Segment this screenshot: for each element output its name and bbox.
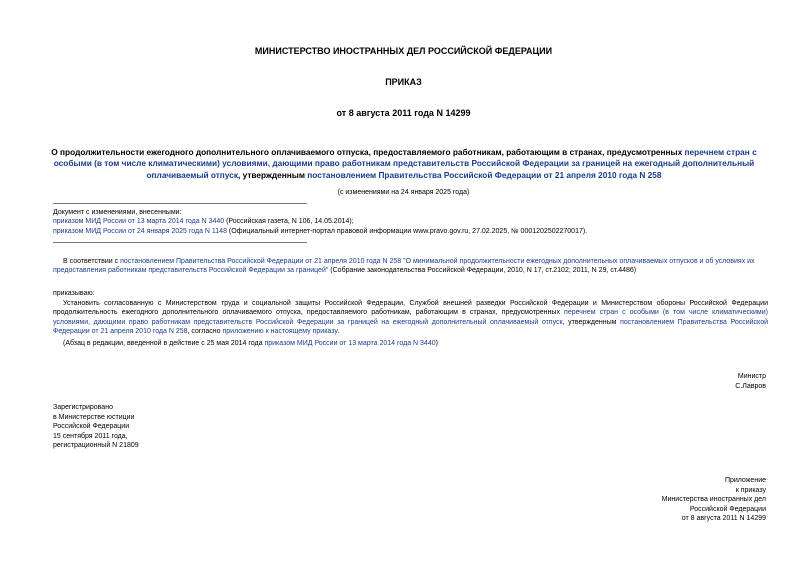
changes-block <box>53 208 753 236</box>
change-order-1148-link[interactable]: приказом МИД России от 24 января 2025 года N 1148 <box>53 227 227 235</box>
title-decree-link[interactable]: постановлением Правительства Российской Федерации от 21 апреля 2010 года N 258 <box>307 169 662 180</box>
registration-block: Зарегистрировано в Министерстве юстиции Российской Федерации 15 сентября 2011 года, регистрационный N 21809 <box>53 404 139 450</box>
revision-note: (с изменениями на 24 января 2025 года) <box>337 189 470 196</box>
signatory-position: Министр <box>737 373 766 380</box>
changes-label: Документ с изменениями, внесенными: <box>53 209 182 216</box>
prikazyvayu-label: приказываю: <box>53 290 95 297</box>
change-order-3440-link[interactable]: приказом МИД России от 13 марта 2014 года N 3440 <box>53 218 225 226</box>
signature-block <box>735 372 766 391</box>
title-text: , утвержденным <box>238 169 308 180</box>
preamble-decree-link[interactable]: постановлением Правительства Российской Федерации от 21 апреля 2010 года N 258 "О минимальной продолжительности ежегодных дополнительных оплачиваемых отпусков и об условиях их предоставления работникам представительств Российской Федерации за границей" <box>53 258 755 275</box>
title-text: О продолжительности ежегодного дополнительного оплачиваемого отпуска, предоставляемого работникам, работающим в странах, предусмотренных <box>51 147 685 157</box>
appendix-header: Приложение к приказу Министерства иностранных дел Российской Федерации от 8 августа 2011 N 14299 <box>661 477 766 523</box>
divider-top <box>53 203 307 204</box>
preamble-paragraph: В соответствии с постановлением Правительства Российской Федерации от 21 апреля 2010 года N 258 "О минимальной продолжительности ежегодных дополнительных оплачиваемых отпусков и об условиях их предоставления работникам представительств Российской Федерации за границей" (Собрание законодательства Российской Федерации, 2010, N 17, ст.2102; 2011, N 29, ст.4486) <box>53 258 755 275</box>
signatory-name: С.Лавров <box>735 382 766 390</box>
amendment-order-link[interactable]: приказом МИД России от 13 марта 2014 года N 3440 <box>264 340 436 347</box>
title-list-link[interactable]: перечнем стран с особыми (в том числе климатическими) условиями, дающими право работникам представительств Российской Федерации за границей на ежегодный дополнительный оплачиваемый отпуск <box>53 147 757 180</box>
changes-item: приказом МИД России от 13 марта 2014 года N 3440 (Российская газета, N 106, 14.05.2014); <box>53 218 354 226</box>
document-date-number: от 8 августа 2011 года N 14299 <box>336 108 471 118</box>
order-decree-link[interactable]: постановлением Правительства Российской Федерации от 21 апреля 2010 года N 258 <box>53 318 768 336</box>
document-title <box>42 147 766 181</box>
order-paragraph: Установить согласованную с Министерством труда и социальной защиты Российской Федерации, Службой внешней разведки Российской Федерации и Министерством обороны Российской Федерации продолжительность ежегодного дополнительного оплачиваемого отпуска, предоставляемого работникам, работающим в странах, предусмотренных перечнем стран с особыми (в том числе климатическими) условиями, дающими право работникам представительств Российской Федерации за границей на ежегодный дополнительный оплачиваемый отпуск, утвержденным постановлением Правительства Российской Федерации от 21 апреля 2010 года N 258, согласно приложению к настоящему приказу. <box>53 300 768 336</box>
divider-bottom <box>53 242 307 243</box>
ministry-heading: МИНИСТЕРСТВО ИНОСТРАННЫХ ДЕЛ РОССИЙСКОЙ ФЕДЕРАЦИИ <box>254 46 553 56</box>
document-type: ПРИКАЗ <box>385 77 422 87</box>
order-list-link[interactable]: перечнем стран с особыми (в том числе климатическими) условиями, дающими право работникам представительств Российской Федерации за границей на ежегодный дополнительный оплачиваемый отпуск <box>53 309 768 326</box>
changes-item: приказом МИД России от 24 января 2025 года N 1148 (Официальный интернет-портал правовой информации www.pravo.gov.ru, 27.02.2025, № 0001202502270017). <box>53 227 588 235</box>
amendment-note: (Абзац в редакции, введенной в действие с 25 мая 2014 года приказом МИД России от 13 марта 2014 года N 3440) <box>63 340 438 347</box>
order-appendix-link[interactable]: приложению к настоящему приказу <box>222 328 338 336</box>
